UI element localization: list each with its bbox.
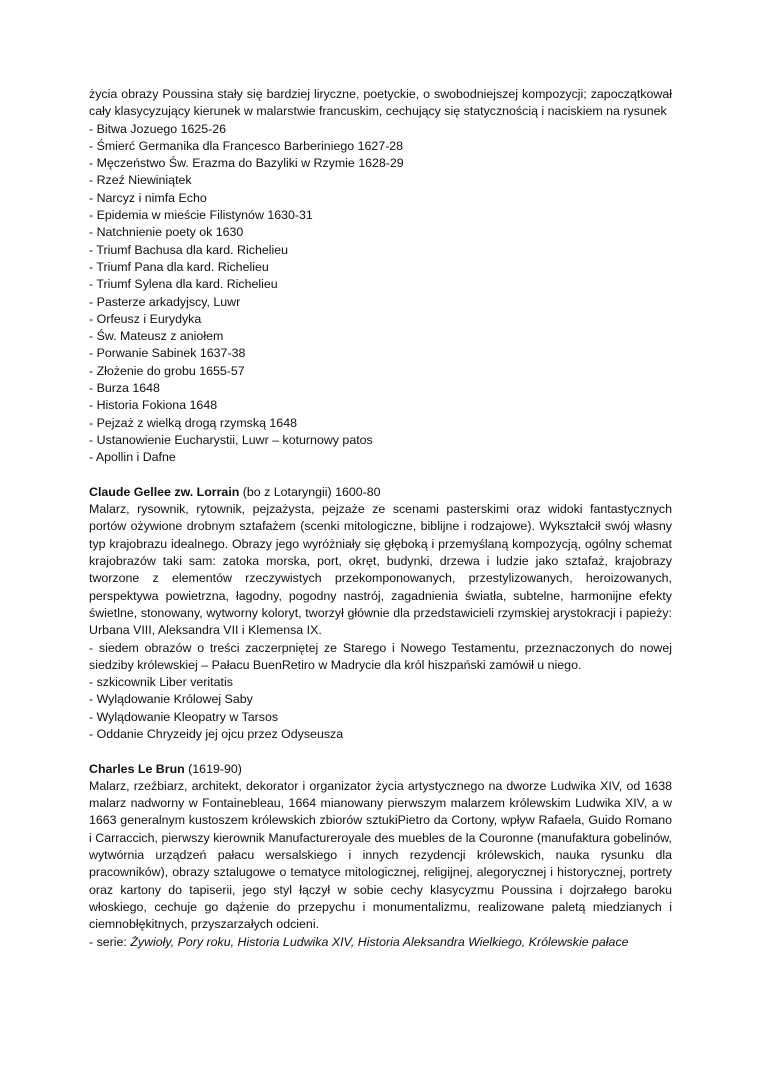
- lebrun-series-titles: Żywioły, Pory roku, Historia Ludwika XIV, Historia Aleksandra Wielkiego, Królewskie pałace: [130, 934, 629, 949]
- list-item: - Burza 1648: [89, 381, 160, 396]
- list-item: - Złożenie do grobu 1655-57: [89, 363, 245, 378]
- list-item: - Wylądowanie Kleopatry w Tarsos: [89, 709, 279, 724]
- list-item: - Bitwa Jozuego 1625-26: [89, 121, 227, 136]
- list-item: - Porwanie Sabinek 1637-38: [89, 346, 246, 361]
- list-item: - Triumf Sylena dla kard. Richelieu: [89, 277, 278, 292]
- list-item: - Św. Mateusz z aniołem: [89, 329, 224, 344]
- list-item: - Śmierć Germanika dla Francesco Barberiniego 1627-28: [89, 138, 404, 153]
- list-item: - Ustanowienie Eucharystii, Luwr – koturnowy patos: [89, 432, 373, 447]
- poussin-section: [89, 86, 672, 467]
- lebrun-series-line: [89, 934, 672, 951]
- lebrun-body-paragraph: Malarz, rzeźbiarz, architekt, dekorator i organizator życia artystycznego na dworze Ludwika XIV, od 1638 malarz nadworny w Fontainebleau, 1664 mianowany pierwszym malarzem królewskim Ludwika XIV, a w 1663 generalnym kustoszem królewskich zbiorów sztukiPietro da Cortony, wpływ Rafaela, Guido Romano i Carraccich, pierwszy kierownik Manufactureroyale des muebles de la Couronne (manufaktura gobelinów, wytwórnia urządzeń pałacu wersalskiego i innych rezydencji królewskich, nauka rysunku dla pracowników), obrazy sztalugowe o tematyce mitologicznej, religijnej, alegorycznej i historycznej, portrety oraz kartony do tapiserii, jego styl łączył w sobie cechy klasycyzmu Poussina i dojrzałego baroku włoskiego, cechuje go dążenie do przepychu i monumentalizmu, realizowane paletą miedzianych i ciemnobłękitnych, przyszarzałych odcieni.: [89, 778, 672, 932]
- lorrain-testament-note: - siedem obrazów o treści zaczerpniętej ze Starego i Nowego Testamentu, przeznaczonych do nowej siedziby królewskiej – Pałacu BuenRetiro w Madrycie dla król hiszpański zamówił u niego.: [89, 640, 672, 672]
- lebrun-name: Charles Le Brun: [89, 761, 185, 776]
- list-item: - Męczeństwo Św. Erazma do Bazyliki w Rzymie 1628-29: [89, 156, 404, 171]
- lebrun-series-prefix: - serie:: [89, 934, 131, 949]
- list-item: - Pejzaż z wielką drogą rzymską 1648: [89, 415, 297, 430]
- list-item: - Orfeusz i Eurydyka: [89, 311, 202, 326]
- lebrun-heading: [89, 761, 672, 778]
- lorrain-section: [89, 484, 672, 743]
- list-item: - Epidemia w mieście Filistynów 1630-31: [89, 208, 313, 223]
- list-item: - Historia Fokiona 1648: [89, 398, 218, 413]
- list-item: - Narcyz i nimfa Echo: [89, 190, 207, 205]
- list-item: - Apollin i Dafne: [89, 450, 176, 465]
- list-item: - Natchnienie poety ok 1630: [89, 225, 244, 240]
- lorrain-heading: [89, 484, 672, 501]
- lorrain-works-list: [89, 674, 672, 743]
- lorrain-body-paragraph: Malarz, rysownik, rytownik, pejzażysta, pejzaże ze scenami pasterskimi oraz widoki fantastycznych portów ożywione drobnym sztafażem (scenki mitologiczne, biblijne i rodzajowe). Wykształcił swój własny typ krajobrazu idealnego. Obrazy jego wyróżniały się głęboką i przemyślaną kompozycją, ogólny schemat krajobrazów taki sam: zatoka morska, port, okręt, budynki, drzewa i ludzie jako sztafaż, krajobrazy tworzone z elementów rzeczywistych przekomponowanych, przestylizowanych, heroizowanych, perspektywa powietrzna, łagodny, pogodny nastrój, zagadnienia światła, subtelne, harmonijne efekty świetlne, stonowany, wytworny koloryt, tworzył głównie dla przedstawicieli rzymskiej arystokracji i papieży: Urbana VIII, Aleksandra VII i Klemensa IX.: [89, 502, 672, 638]
- list-item: - Pasterze arkadyjscy, Luwr: [89, 294, 241, 309]
- list-item: - Wylądowanie Królowej Saby: [89, 692, 253, 707]
- document-page: [89, 86, 672, 951]
- list-item: - Triumf Pana dla kard. Richelieu: [89, 259, 269, 274]
- list-item: - Oddanie Chryzeidy jej ojcu przez Odyseusza: [89, 726, 344, 741]
- lebrun-dates: (1619-90): [184, 761, 242, 776]
- poussin-works-list: [89, 121, 672, 467]
- section-spacer: [89, 743, 672, 760]
- lorrain-dates: (bo z Lotaryngii) 1600-80: [239, 484, 381, 499]
- section-spacer: [89, 467, 672, 484]
- list-item: - szkicownik Liber veritatis: [89, 675, 233, 690]
- list-item: - Triumf Bachusa dla kard. Richelieu: [89, 242, 289, 257]
- list-item: - Rzeź Niewiniątek: [89, 173, 192, 188]
- lebrun-section: [89, 761, 672, 951]
- poussin-intro-paragraph: życia obrazy Poussina stały się bardziej liryczne, poetyckie, o swobodniejszej kompozycji; zapoczątkował cały klasycyzujący kierunek w malarstwie francuskim, cechujący się statycznością i naciskiem na rysunek: [89, 87, 672, 119]
- lorrain-name: Claude Gellee zw. Lorrain: [89, 484, 240, 499]
